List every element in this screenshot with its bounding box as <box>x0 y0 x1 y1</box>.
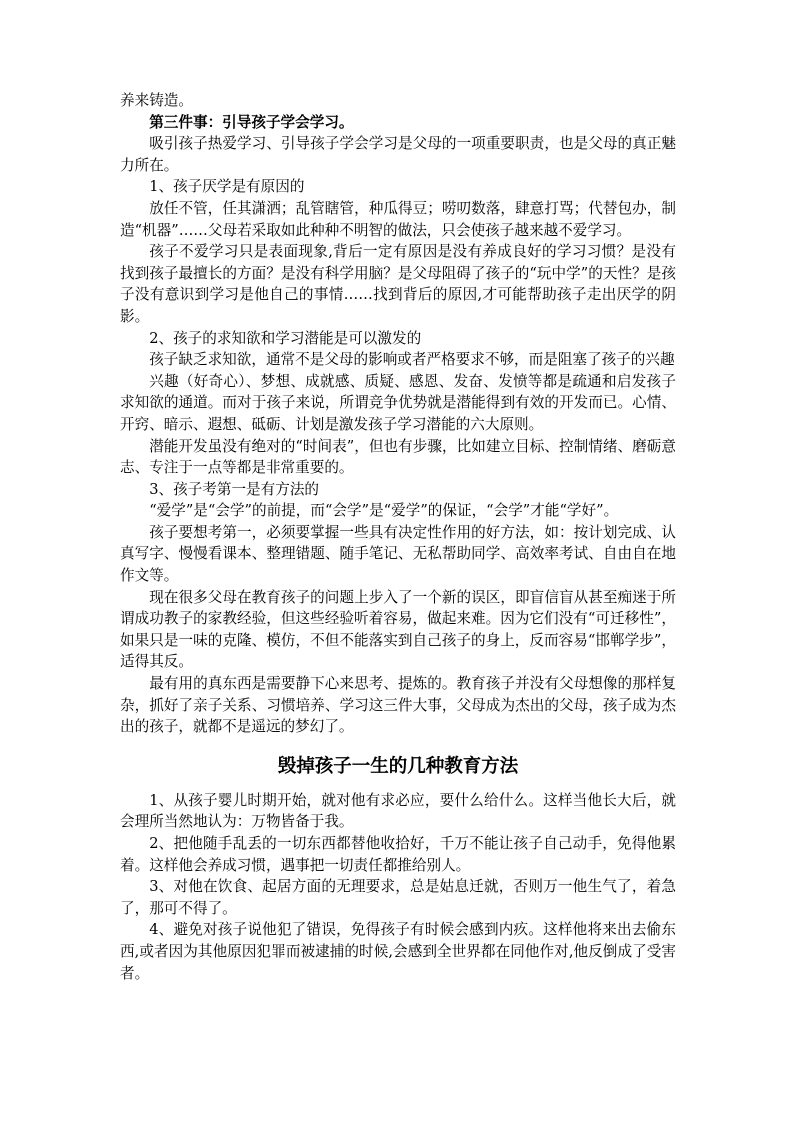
body-paragraph: 养来铸造。 <box>120 92 193 109</box>
body-paragraph: 孩子缺乏求知欲，通常不是父母的影响或者严格要求不够，而是阻塞了孩子的兴趣 <box>149 351 675 369</box>
body-paragraph: “爱学”是“会学”的前提，而“会学”是“爱学”的保证，“会学”才能“学好”。 <box>149 502 619 520</box>
document-page <box>120 90 676 984</box>
body-paragraph: 孩子要想考第一，必须要掌握一些具有决定性作用的好方法，如：按计划完成、认真写字、慢慢看课本、整理错题、随手笔记、无私帮助同学、高效率考试、自由自在地作文等。 <box>120 523 676 585</box>
body-paragraph: 3、孩子考第一是有方法的 <box>149 480 320 498</box>
body-paragraph: 放任不管，任其潇洒；乱管瞎管，种瓜得豆；唠叨数落，肆意打骂；代替包办，制造“机器”……父母若采取如此种种不明智的做法，只会使孩子越来越不爱学习。 <box>120 199 676 239</box>
body-paragraph: 2、孩子的求知欲和学习潜能是可以激发的 <box>149 329 422 347</box>
body-paragraph: 吸引孩子热爱学习、引导孩子学会学习是父母的一项重要职责，也是父母的真正魅力所在。 <box>120 135 676 174</box>
body-paragraph: 3、对他在饮食、起居方面的无理要求，总是姑息迁就，否则万一他生气了，着急了，那可不得了。 <box>120 878 676 917</box>
section-title: 毁掉孩子一生的几种教育方法 <box>277 755 519 777</box>
section-heading: 第三件事：引导孩子学会学习。 <box>149 113 354 131</box>
body-paragraph: 1、孩子厌学是有原因的 <box>149 178 305 196</box>
body-paragraph: 1、从孩子婴儿时期开始，就对他有求必应，要什么给什么。这样当他长大后，就会理所当然地认为：万物皆备于我。 <box>120 791 676 831</box>
body-paragraph: 最有用的真东西是需要静下心来思考、提炼的。教育孩子并没有父母想像的那样复杂，抓好了亲子关系、习惯培养、学习这三件大事，父母成为杰出的父母，孩子成为杰出的孩子，就都不是遥远的梦幻了。 <box>120 675 676 736</box>
body-paragraph: 潜能开发虽没有绝对的“时间表”，但也有步骤，比如建立目标、控制情绪、磨砺意志、专注于一点等都是非常重要的。 <box>120 437 676 477</box>
body-paragraph: 现在很多父母在教育孩子的问题上步入了一个新的误区，即盲信盲从甚至痴迷于所谓成功教子的家教经验，但这些经验听着容易，做起来难。因为它们没有“可迁移性”，如果只是一味的克隆、模仿，不但不能落实到自己孩子的身上，反而容易“邯郸学步”，适得其反。 <box>120 588 676 671</box>
body-paragraph: 4、避免对孩子说他犯了错误，免得孩子有时候会感到内疚。这样他将来出去偷东西,或者因为其他原因犯罪而被逮捕的时候,会感到全世界都在同他作对,他反倒成了受害者。 <box>120 921 676 982</box>
article-section-study <box>120 90 676 738</box>
body-paragraph: 孩子不爱学习只是表面现象,背后一定有原因是没有养成良好的学习习惯？是没有找到孩子最擅长的方面？是没有科学用脑？是父母阻碍了孩子的“玩中学”的天性？是孩子没有意识到学习是他自己的事情……找到背后的原因,才可能帮助孩子走出厌学的阴影。 <box>120 243 676 325</box>
body-paragraph: 2、把他随手乱丢的一切东西都替他收拾好，千万不能让孩子自己动手，免得他累着。这样他会养成习惯，遇事把一切责任都推给别人。 <box>120 835 676 874</box>
body-paragraph: 兴趣（好奇心）、梦想、成就感、质疑、感恩、发奋、发愤等都是疏通和启发孩子求知欲的通道。而对于孩子来说，所谓竞争优势就是潜能得到有效的开发而已。心情、开窍、暗示、遐想、砥砺、计划是激发孩子学习潜能的六大原则。 <box>120 372 676 433</box>
article-section-mistakes <box>120 790 676 984</box>
